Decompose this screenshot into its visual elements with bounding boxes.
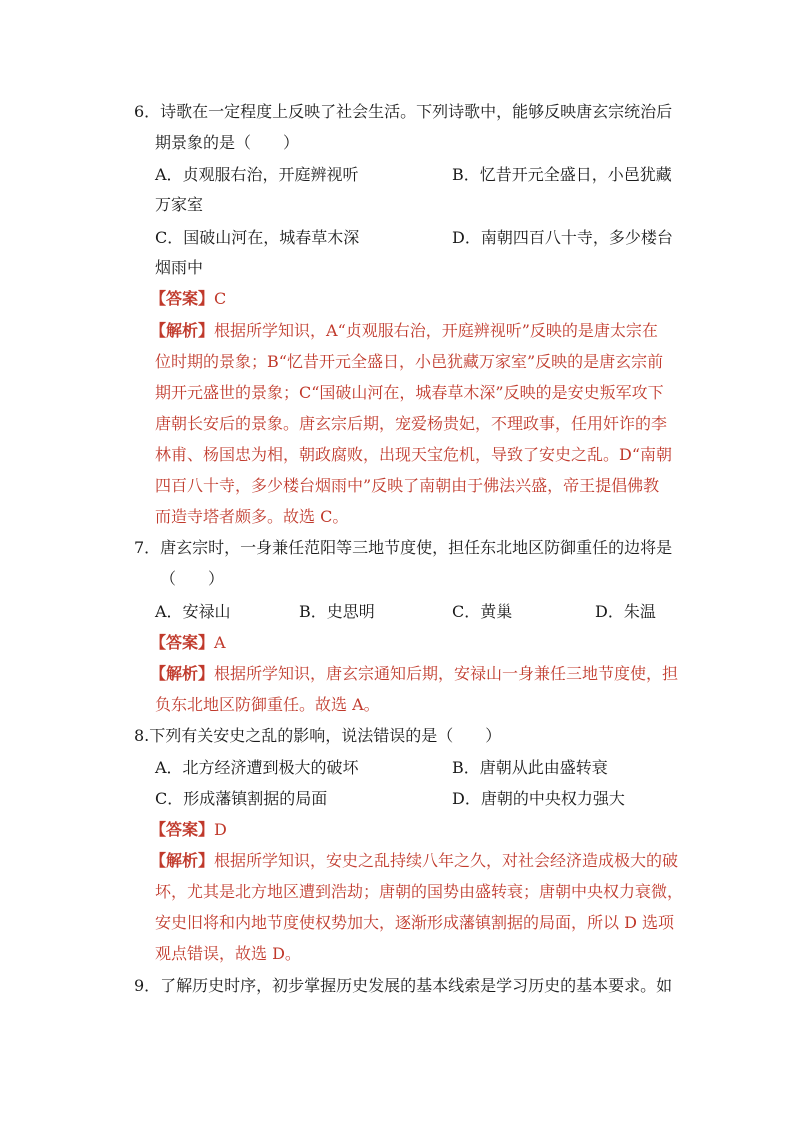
answer-tag: 【答案】 bbox=[150, 633, 215, 652]
analysis-text: 根据所学知识，唐玄宗通知后期，安禄山一身兼任三地节度使，担 bbox=[214, 664, 679, 683]
q6-analysis-4: 唐朝长安后的景象。唐玄宗后期，宠爱杨贵妃，不理政事，任用奸诈的李 bbox=[155, 414, 668, 433]
q6-analysis-7: 而造寺塔者颇多。故选 C。 bbox=[155, 507, 349, 526]
answer-tag: 【答案】 bbox=[150, 289, 215, 308]
q8-analysis-2: 坏，尤其是北方地区遭到浩劫；唐朝的国势由盛转衰；唐朝中央权力衰微， bbox=[155, 882, 684, 901]
answer-value: D bbox=[214, 820, 227, 839]
q7-analysis-1 bbox=[150, 663, 678, 685]
q7-analysis-2: 负东北地区防御重任。故选 A。 bbox=[155, 695, 380, 714]
q7-answer bbox=[150, 632, 226, 654]
q8-stem-line1: 8.下列有关安史之乱的影响，说法错误的是（ ） bbox=[134, 726, 502, 745]
q6-stem-line1: 6．诗歌在一定程度上反映了社会生活。下列诗歌中，能够反映唐玄宗统治后 bbox=[134, 102, 673, 121]
q9-stem-line1: 9．了解历史时序，初步掌握历史发展的基本线索是学习历史的基本要求。如 bbox=[134, 976, 673, 995]
answer-tag: 【答案】 bbox=[150, 820, 215, 839]
q6-option-a: A．贞观服右治，开庭辨视听 bbox=[155, 165, 359, 184]
q7-stem-line1: 7．唐玄宗时，一身兼任范阳等三地节度使，担任东北地区防御重任的边将是 bbox=[134, 538, 673, 557]
q6-option-d-cont: 烟雨中 bbox=[155, 258, 204, 277]
q8-option-d: D．唐朝的中央权力强大 bbox=[452, 789, 625, 808]
q6-stem-line2: 期景象的是（ ） bbox=[155, 133, 300, 152]
q8-option-b: B．唐朝从此由盛转衰 bbox=[452, 758, 608, 777]
q8-analysis-4: 观点错误，故选 D。 bbox=[155, 944, 301, 963]
q8-option-a: A．北方经济遭到极大的破坏 bbox=[155, 758, 359, 777]
q6-option-b-cont: 万家室 bbox=[155, 195, 204, 214]
q7-option-b: B．史思明 bbox=[299, 602, 375, 621]
q7-stem-line2: （ ） bbox=[160, 569, 225, 588]
q7-option-d: D．朱温 bbox=[595, 602, 656, 621]
q6-analysis-2: 位时期的景象；B“忆昔开元全盛日，小邑犹藏万家室”反映的是唐玄宗前 bbox=[155, 352, 664, 371]
analysis-text: 根据所学知识，安史之乱持续八年之久，对社会经济造成极大的破 bbox=[214, 851, 679, 870]
analysis-text: 根据所学知识，A“贞观服右治，开庭辨视听”反映的是唐太宗在 bbox=[214, 321, 658, 340]
q6-option-c: C．国破山河在，城春草木深 bbox=[155, 228, 360, 247]
analysis-tag: 【解析】 bbox=[150, 664, 215, 683]
q8-option-c: C．形成藩镇割据的局面 bbox=[155, 789, 328, 808]
answer-value: A bbox=[214, 633, 226, 652]
q6-option-d: D．南朝四百八十寺，多少楼台 bbox=[452, 228, 673, 247]
q6-answer bbox=[150, 288, 226, 310]
q7-option-a: A．安禄山 bbox=[155, 602, 231, 621]
q6-analysis-3: 期开元盛世的景象；C“国破山河在，城春草木深”反映的是安史叛军攻下 bbox=[155, 383, 664, 402]
analysis-tag: 【解析】 bbox=[150, 851, 215, 870]
analysis-tag: 【解析】 bbox=[150, 321, 215, 340]
q6-analysis-1 bbox=[150, 320, 658, 342]
q6-option-b: B．忆昔开元全盛日，小邑犹藏 bbox=[452, 165, 672, 184]
q8-analysis-3: 安史旧将和内地节度使权势加大，逐渐形成藩镇割据的局面，所以 D 选项 bbox=[155, 913, 675, 932]
q6-analysis-5: 林甫、杨国忠为相，朝政腐败，出现天宝危机，导致了安史之乱。D“南朝 bbox=[155, 445, 673, 464]
q8-answer bbox=[150, 819, 227, 841]
q6-analysis-6: 四百八十寺，多少楼台烟雨中”反映了南朝由于佛法兴盛，帝王提倡佛教 bbox=[155, 476, 660, 495]
q7-option-c: C．黄巢 bbox=[452, 602, 513, 621]
q8-analysis-1 bbox=[150, 850, 678, 872]
answer-value: C bbox=[214, 289, 227, 308]
